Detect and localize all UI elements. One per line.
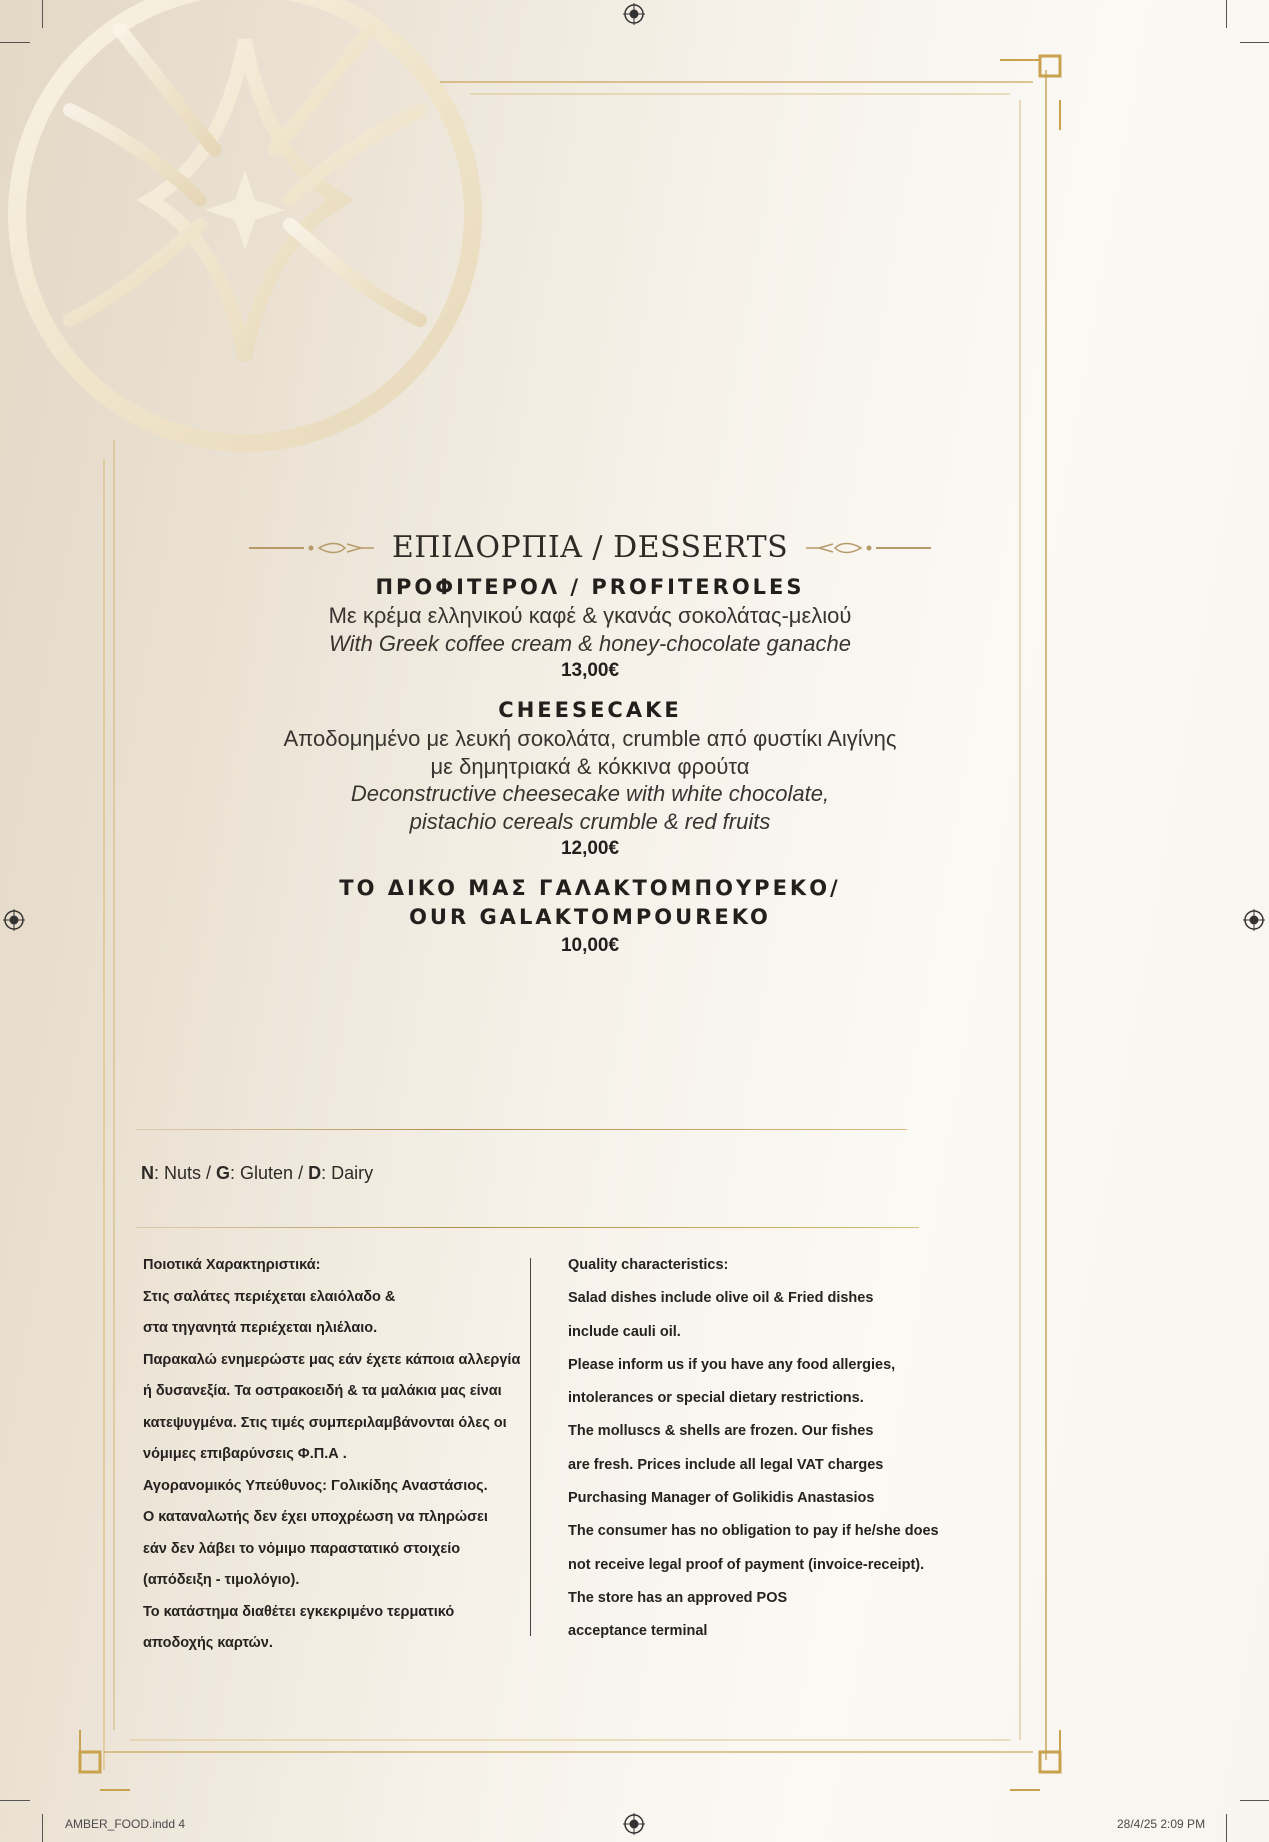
note-line: Αγορανομικός Υπεύθυνος: Γολικίδης Αναστάσιος. <box>143 1477 488 1494</box>
allergen-label: : Nuts / <box>154 1163 217 1183</box>
menu-item-cheesecake <box>200 696 980 862</box>
note-line: Ο καταναλωτής δεν έχει υποχρέωση να πληρώσει <box>143 1509 488 1525</box>
note-line: are fresh. Prices include all legal VAT charges <box>568 1456 884 1473</box>
note-line: The consumer has no obligation to pay if he/she does <box>568 1523 939 1540</box>
allergen-key: N <box>141 1163 154 1183</box>
crop-mark <box>42 1814 43 1842</box>
allergen-legend <box>141 1163 373 1184</box>
flourish-right-icon <box>806 540 931 556</box>
menu-item-galaktompoureko <box>200 874 980 959</box>
item-price: 12,00€ <box>560 838 620 859</box>
column-divider <box>530 1258 531 1636</box>
item-name: CHEESECAKE <box>498 698 682 722</box>
crop-mark <box>1226 1814 1227 1842</box>
allergen-key: G <box>216 1163 231 1183</box>
item-description-greek: Με κρέμα ελληνικού καφέ & γκανάς σοκολάτας-μελιού <box>328 603 852 628</box>
note-line: κατεψυγμένα. Στις τιμές συμπεριλαμβάνονται όλες οι <box>143 1414 507 1431</box>
section-heading: ΕΠΙΔΟΡΠΙΑ / DESSERTS <box>391 530 789 565</box>
item-name: ΠΡΟΦΙΤΕΡΟΛ / PROFITEROLES <box>375 575 805 599</box>
legal-notes-english <box>568 1255 939 1655</box>
crop-mark <box>0 1800 30 1801</box>
item-description-greek: με δημητριακά & κόκκινα φρούτα <box>430 753 750 779</box>
legal-notes-greek <box>143 1255 520 1665</box>
item-description-greek: Αποδομημένο με λευκή σοκολάτα, crumble από φυστίκι Αιγίνης <box>283 726 897 751</box>
crop-mark <box>1226 0 1227 28</box>
separator-line <box>135 1129 907 1130</box>
item-description-english: Deconstructive cheesecake with white chocolate, <box>350 781 830 806</box>
print-slug-file: AMBER_FOOD.indd 4 <box>65 1817 186 1831</box>
note-line: στα τηγανητά περιέχεται ηλιέλαιο. <box>143 1320 378 1336</box>
note-line: αποδοχής καρτών. <box>143 1635 273 1651</box>
note-line: Quality characteristics: <box>568 1257 729 1273</box>
note-line: νόμιμες επιβαρύνσεις Φ.Π.Α . <box>143 1446 347 1462</box>
registration-mark-icon <box>623 3 645 25</box>
note-line: Στις σαλάτες περιέχεται ελαιόλαδο & <box>143 1288 396 1305</box>
crop-mark <box>42 0 43 28</box>
note-line: not receive legal proof of payment (invoice-receipt). <box>568 1556 925 1573</box>
crop-mark <box>0 42 30 43</box>
separator-line <box>135 1227 919 1228</box>
section-heading-row <box>200 530 980 565</box>
item-description-english: pistachio cereals crumble & red fruits <box>409 808 771 834</box>
note-line: (απόδειξη - τιμολόγιο). <box>143 1572 300 1588</box>
note-line: The molluscs & shells are frozen. Our fishes <box>568 1423 874 1440</box>
allergen-label: : Dairy <box>321 1163 374 1183</box>
note-line: Ποιοτικά Χαρακτηριστικά: <box>143 1257 321 1273</box>
registration-mark-icon <box>3 909 25 931</box>
note-line: The store has an approved POS <box>568 1589 788 1606</box>
note-line: Το κατάστημα διαθέτει εγκεκριμένο τερματικό <box>143 1603 455 1620</box>
registration-mark-icon <box>1243 909 1265 931</box>
crop-mark <box>1240 42 1269 43</box>
menu-item-profiteroles <box>200 573 980 684</box>
note-line: acceptance terminal <box>568 1623 708 1640</box>
item-name: OUR GALAKTOMPOUREKO <box>409 905 771 929</box>
desserts-menu <box>200 530 980 959</box>
item-price: 13,00€ <box>560 660 620 681</box>
note-line: εάν δεν λάβει το νόμιμο παραστατικό στοιχείο <box>143 1540 461 1557</box>
note-line: Salad dishes include olive oil & Fried dishes <box>568 1290 874 1307</box>
allergen-key: D <box>308 1163 322 1183</box>
print-slug-datetime: 28/4/25 2:09 PM <box>1117 1817 1206 1831</box>
flourish-left-icon <box>249 540 374 556</box>
note-line: include cauli oil. <box>568 1323 681 1340</box>
note-line: Please inform us if you have any food allergies, <box>568 1356 896 1373</box>
note-line: ή δυσανεξία. Τα οστρακοειδή & τα μαλάκια μας είναι <box>143 1383 502 1399</box>
note-line: Purchasing Manager of Golikidis Anastasios <box>568 1490 875 1507</box>
item-description-english: With Greek coffee cream & honey-chocolate ganache <box>329 630 851 656</box>
registration-mark-icon <box>623 1813 645 1835</box>
item-name: ΤΟ ΔΙΚΟ ΜΑΣ ΓΑΛΑΚΤΟΜΠΟΥΡΕΚΟ/ <box>339 876 841 900</box>
note-line: intolerances or special dietary restrictions. <box>568 1390 864 1407</box>
allergen-label: : Gluten / <box>230 1163 309 1183</box>
note-line: Παρακαλώ ενημερώστε μας εάν έχετε κάποια αλλεργία <box>143 1351 521 1368</box>
item-price: 10,00€ <box>560 935 620 956</box>
crop-mark <box>1240 1800 1269 1801</box>
